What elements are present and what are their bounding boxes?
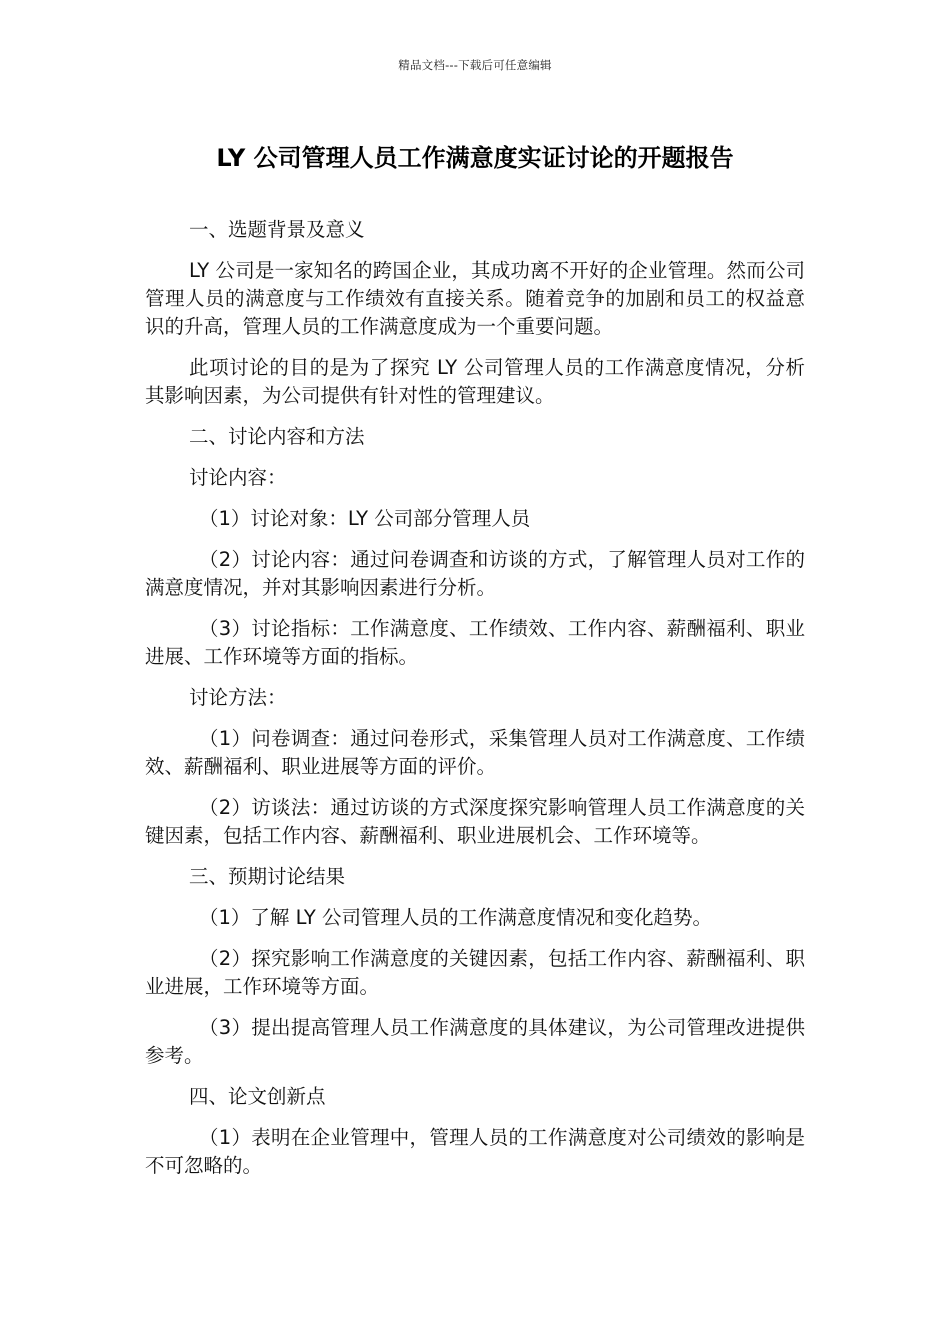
section-heading-expected-results: 三、预期讨论结果 <box>189 865 346 888</box>
list-item-innovation-1: （1）表明在企业管理中，管理人员的工作满意度对公司绩效的影响是不可忽略的。 <box>145 1126 805 1177</box>
body-paragraph-purpose: 此项讨论的目的是为了探究 LY 公司管理人员的工作满意度情况，分析其影响因素，为公司提供有针对性的管理建议。 <box>145 356 805 407</box>
section-heading-innovation: 四、论文创新点 <box>189 1085 326 1108</box>
body-paragraph-company-intro: LY 公司是一家知名的跨国企业，其成功离不开好的企业管理。然而公司管理人员的满意度与工作绩效有直接关系。随着竞争的加剧和员工的权益意识的升高，管理人员的工作满意度成为一个重要问题。 <box>145 259 805 338</box>
document-body <box>145 216 805 1193</box>
list-item-content: （2）讨论内容：通过问卷调查和访谈的方式，了解管理人员对工作的满意度情况，并对其影响因素进行分析。 <box>145 548 805 599</box>
section-heading-background: 一、选题背景及意义 <box>189 218 365 241</box>
list-item-result-2: （2）探究影响工作满意度的关键因素，包括工作内容、薪酬福利、职业进展，工作环境等方面。 <box>145 947 805 998</box>
document-title: LY 公司管理人员工作满意度实证讨论的开题报告 <box>216 144 734 172</box>
subheading-method: 讨论方法： <box>189 686 287 709</box>
list-item-subject: （1）讨论对象：LY 公司部分管理人员 <box>199 507 531 530</box>
section-heading-content-method: 二、讨论内容和方法 <box>189 425 365 448</box>
list-item-result-1: （1）了解 LY 公司管理人员的工作满意度情况和变化趋势。 <box>199 906 712 929</box>
subheading-content: 讨论内容： <box>189 466 287 489</box>
list-item-interview: （2）访谈法：通过访谈的方式深度探究影响管理人员工作满意度的关键因素，包括工作内容、薪酬福利、职业进展机会、工作环境等。 <box>145 796 805 847</box>
header-note: 精品文档---下载后可任意编辑 <box>398 58 552 72</box>
list-item-indicators: （3）讨论指标：工作满意度、工作绩效、工作内容、薪酬福利、职业进展、工作环境等方面的指标。 <box>145 617 805 668</box>
list-item-result-3: （3）提出提高管理人员工作满意度的具体建议，为公司管理改进提供参考。 <box>145 1016 805 1067</box>
list-item-questionnaire: （1）问卷调查：通过问卷形式，采集管理人员对工作满意度、工作绩效、薪酬福利、职业进展等方面的评价。 <box>145 727 805 778</box>
